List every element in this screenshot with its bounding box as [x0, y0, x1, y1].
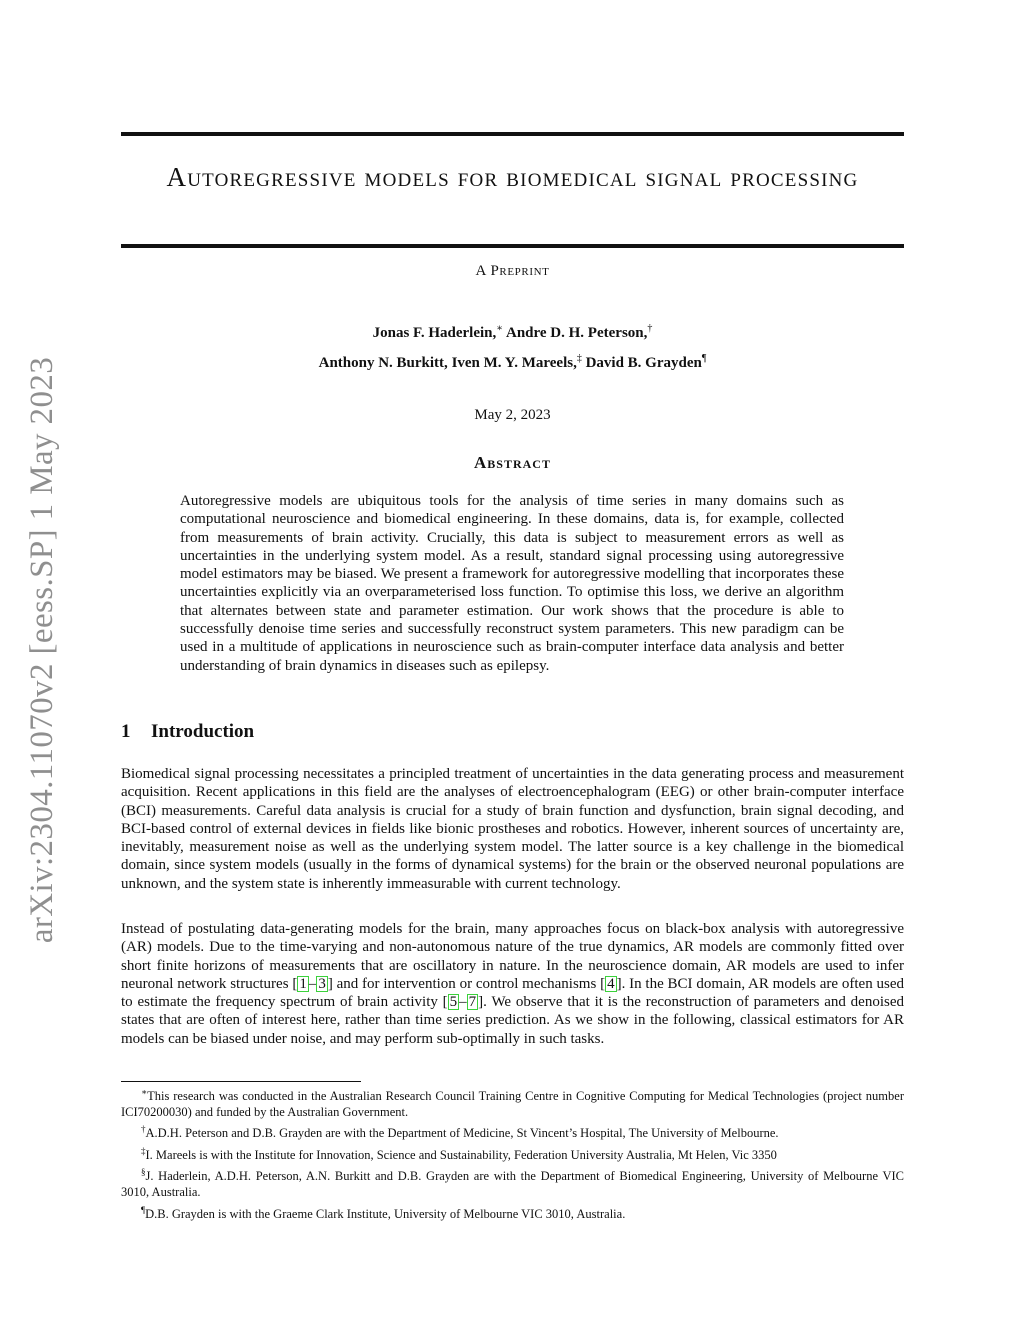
paragraph-text: ] and for intervention or control mechanisms [ — [327, 975, 606, 992]
intro-paragraph-1: Biomedical signal processing necessitates a principled treatment of uncertainties in the data generating process and measurement acquisition. Recent applications in this field are the analyses of electroencephalogram (EEG) or other brain-computer interface (BCI) measurements. Careful data analysis is crucial for a study of brain function and dysfunction, brain signal decoding, and BCI-based control of external devices in fields like bionic prostheses and robotics. However, inherent sources of uncertainty are, inevitably, measurement noise as well as the underlying system model. The latter source is a key challenge in the biomedical domain, since system models (usually in the forms of dynamical systems) for the brain or the observed neuronal populations are unknown, and the system state is inherently immeasurable with current technology. — [121, 766, 904, 892]
footnote-mark: ∗ — [141, 1087, 148, 1097]
footnote — [121, 1165, 904, 1200]
author-name: David B. Grayden — [585, 355, 702, 371]
footnote-text: I. Mareels is with the Institute for Innovation, Science and Sustainability, Federation University Australia, Mt Helen, Vic 3350 — [145, 1147, 777, 1162]
footnote-mark: ¶ — [141, 1204, 146, 1215]
paragraph-text: ]. In the BCI domain, AR models are often used to estimate the frequency spectrum of brain activity [ — [121, 975, 904, 1011]
footnotes — [121, 1085, 904, 1224]
section-title: Introduction — [151, 721, 255, 742]
section-heading-introduction — [121, 721, 254, 743]
footnote-text: A.D.H. Peterson and D.B. Grayden are with the Department of Medicine, St Vincent’s Hospital, The University of Melbourne. — [145, 1126, 779, 1141]
intro-paragraph-2 — [121, 920, 904, 1048]
section-number: 1 — [121, 721, 131, 742]
citation-range-dash: – — [308, 975, 317, 992]
author-line-2 — [121, 346, 904, 376]
footnote — [121, 1122, 904, 1142]
footnote-separator — [121, 1081, 361, 1082]
footnote-mark: † — [141, 1124, 146, 1135]
author-footnote-mark: † — [647, 323, 653, 334]
author-name: Andre D. H. Peterson, — [506, 325, 648, 341]
author-list — [121, 316, 904, 376]
footnote-mark: ‡ — [141, 1145, 146, 1156]
author-name: Iven M. Y. Mareels, — [451, 355, 577, 371]
citation-link[interactable]: 1 — [299, 975, 307, 992]
paper-title: Autoregressive models for biomedical signal processing — [166, 162, 859, 192]
footnote — [121, 1144, 904, 1164]
footnote-text: This research was conducted in the Australian Research Council Training Centre in Cognitive Computing for Medical Technologies (project number ICI70200030) and funded by the Australian Government. — [121, 1089, 904, 1119]
footnote — [121, 1203, 904, 1223]
paragraph-text: ]. We observe that it is the reconstruction of parameters and denoised states that are often of interest here, rather than time series prediction. As we show in the following, classical estimators for AR models can be biased under noise, and may perform sub-optimally in such tasks. — [121, 994, 905, 1047]
publication-date: May 2, 2023 — [474, 407, 551, 423]
footnote — [121, 1085, 904, 1120]
title-top-rule — [121, 132, 904, 136]
citation-link[interactable]: 7 — [468, 994, 477, 1011]
author-name: Jonas F. Haderlein, — [372, 325, 497, 341]
citation-link[interactable]: 4 — [607, 975, 615, 992]
preprint-label: A Preprint — [475, 263, 550, 279]
citation-link[interactable]: 3 — [318, 975, 326, 992]
author-name: Anthony N. Burkitt, — [318, 355, 448, 371]
author-footnote-mark: ¶ — [701, 353, 707, 364]
footnote-text: J. Haderlein, A.D.H. Peterson, A.N. Burkitt and D.B. Grayden are with the Department of Biomedical Engineering, University of Melbourne VIC 3010, Australia. — [121, 1169, 904, 1200]
paragraph-text: Instead of postulating data-generating models for the brain, many approaches focus on black-box analysis with autoregressive (AR) models. Due to the time-varying and non-autonomous nature of the true dynamics, AR models are commonly fitted over short finite horizons of measurements that are oscillatory in nature. In the neuroscience domain, AR models are used to infer neuronal network structures [ — [121, 921, 904, 992]
citation-link[interactable]: 5 — [449, 994, 458, 1011]
author-footnote-mark: ∗ — [496, 323, 504, 334]
citation-range-dash: – — [459, 994, 467, 1011]
arxiv-identifier-stamp: arXiv:2304.11070v2 [eess.SP] 1 May 2023 — [24, 356, 60, 944]
footnote-mark: § — [141, 1167, 146, 1178]
footnote-text: D.B. Grayden is with the Graeme Clark Institute, University of Melbourne VIC 3010, Australia. — [145, 1206, 626, 1221]
abstract-body: Autoregressive models are ubiquitous tools for the analysis of time series in many domains such as computational neuroscience and biomedical engineering. In these domains, data is, for example, collected from measurements of brain activity. Crucially, this data is subject to measurement errors as well as uncertainties in the underlying system model. As a result, standard signal processing using autoregressive model estimators may be biased. We present a framework for autoregressive modelling that incorporates these uncertainties explicitly via an overparameterised loss function. To optimise this loss, we derive an algorithm that alternates between state and parameter estimation. Our work shows that the procedure is able to successfully denoise time series and successfully reconstruct system parameters. This new paradigm can be used in a multitude of applications in neuroscience such as brain-computer interface data analysis and better understanding of brain dynamics in diseases such as epilepsy. — [180, 493, 844, 674]
author-line-1 — [121, 316, 904, 346]
author-footnote-mark: ‡ — [576, 353, 582, 364]
abstract-heading: Abstract — [474, 453, 551, 472]
title-bottom-rule — [121, 244, 904, 248]
